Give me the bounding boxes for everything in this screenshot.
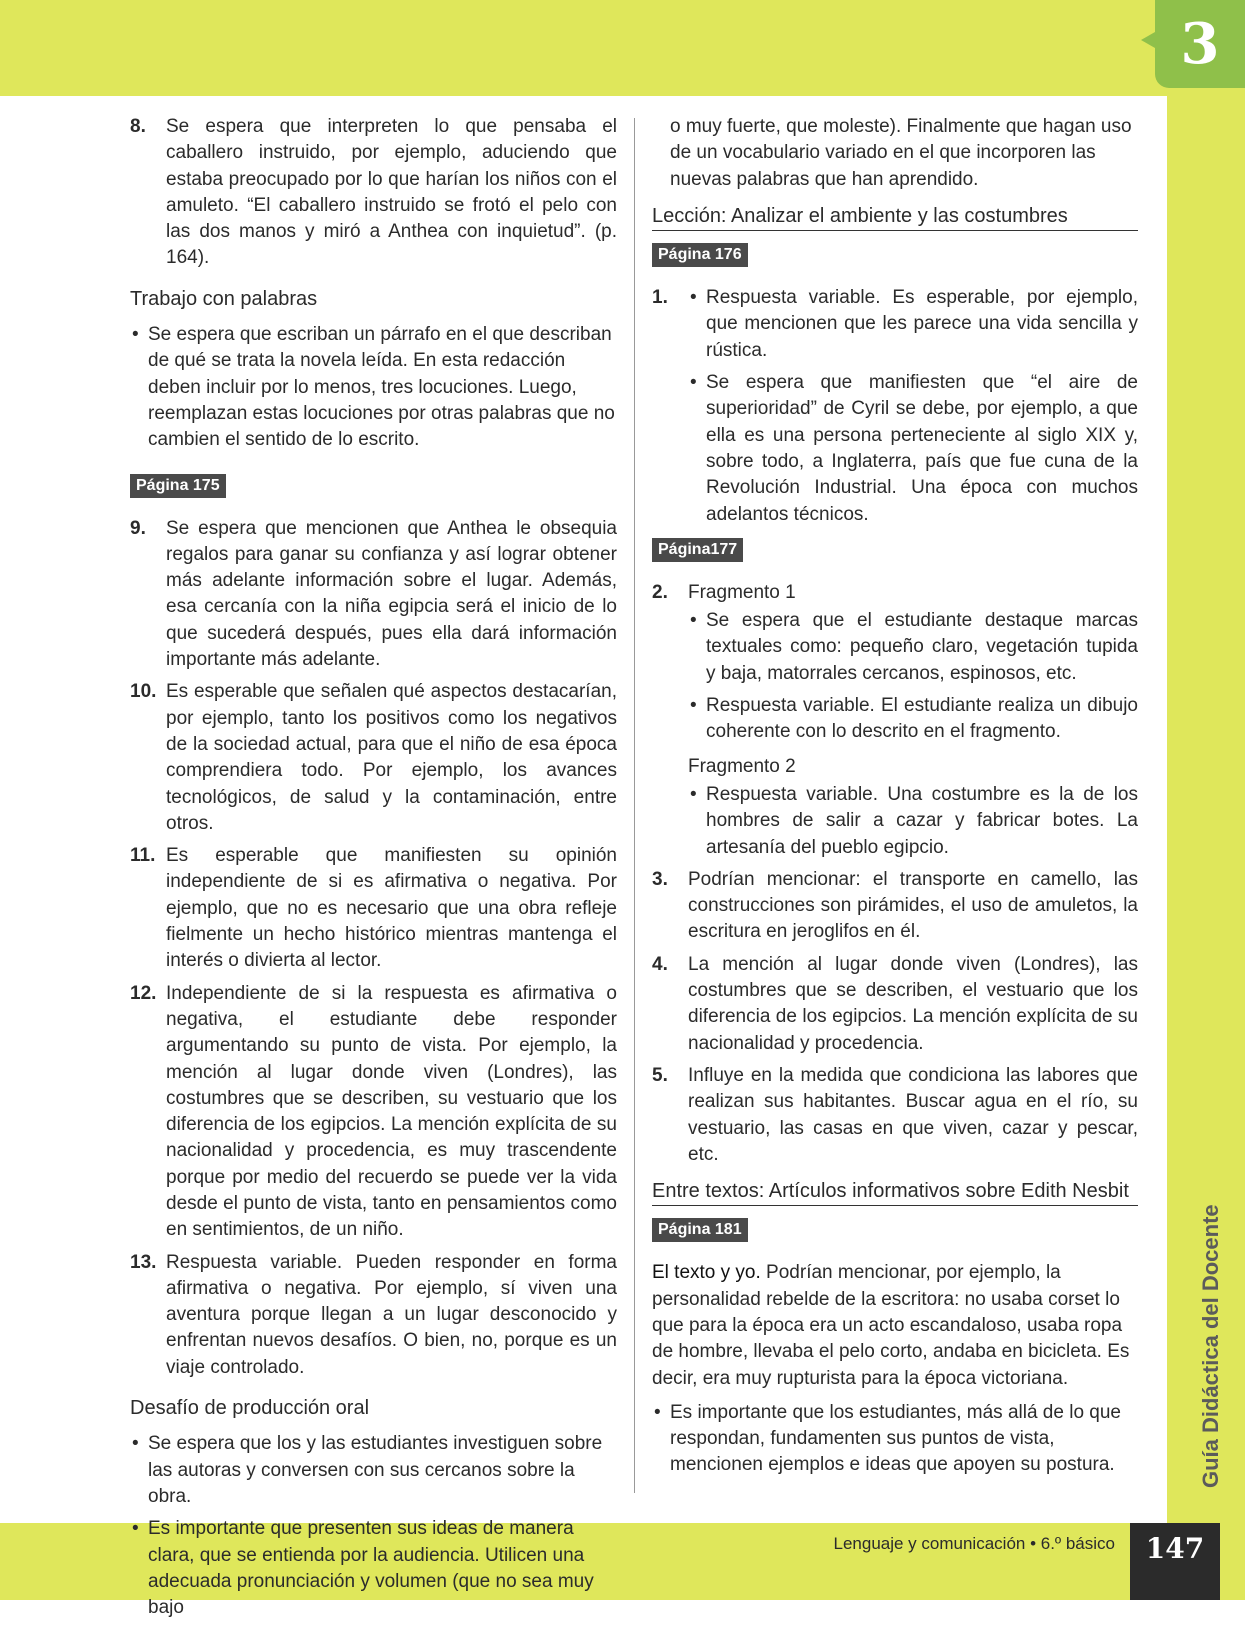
- page-badge-181: Página 181: [652, 1218, 748, 1242]
- fragment1-bullet-2: • Respuesta variable. El estudiante realiza un dibujo coherente con lo descrito en el fragmento.: [688, 693, 1138, 746]
- item-number: 3.: [652, 868, 668, 890]
- fragment-2-title: Fragmento 2: [688, 755, 796, 777]
- texto-y-yo-lead: El texto y yo.: [652, 1262, 761, 1284]
- item-number: 8.: [130, 116, 146, 137]
- item-text: La mención al lugar donde viven (Londres), las costumbres que se describen, el vestuario que los diferencia de los egipcios. La mención explícita de su nacionalidad y procedencia.: [688, 953, 1138, 1054]
- answer-item-12: [130, 981, 617, 1244]
- answer-item-10: [130, 679, 617, 837]
- top-band: [0, 0, 1245, 96]
- item-number: 11.: [130, 845, 156, 867]
- answer-item-5: [652, 1063, 1138, 1168]
- answer-item-11: [130, 843, 617, 974]
- answer-item-8: [130, 114, 617, 272]
- page-badge-176: Página 176: [652, 243, 748, 267]
- footer-subject: Lenguaje y comunicación • 6.º básico: [833, 1534, 1115, 1553]
- fragment-1-title: Fragmento 1: [688, 581, 796, 603]
- answer-item-9: [130, 516, 617, 674]
- answer-item-4: [652, 952, 1138, 1057]
- item-number: 2.: [652, 581, 668, 603]
- vertical-guide-title: Guía Didáctica del Docente: [1198, 1204, 1223, 1488]
- chapter-number: 3: [1180, 11, 1220, 77]
- answer-item-1: [652, 285, 1138, 528]
- item-number: 13.: [130, 1251, 157, 1273]
- lesson-heading-ambiente: Lección: Analizar el ambiente y las costumbres: [652, 203, 1138, 231]
- texto-y-yo-body: Podrían mencionar, por ejemplo, la personalidad rebelde de la escritora: no usaba corset lo que para la época era un acto escandaloso, usaba ropa de hombre, llevaba el pelo corto, andaba en bicicleta. Es decir, era muy rupturista para la época victoriana.: [652, 1262, 1130, 1389]
- lesson-heading-entre-textos: Entre textos: Artículos informativos sobre Edith Nesbit: [652, 1178, 1138, 1206]
- item-number: 9.: [130, 517, 146, 539]
- left-column: [130, 114, 617, 1627]
- item-text: Se espera que interpreten lo que pensaba el caballero instruido, por ejemplo, aduciendo que estaba preocupado por lo que harían los niños con el amuleto. “El caballero instruido se frotó el pelo con las dos manos y miró a Anthea con inquietud”. (p. 164).: [166, 116, 617, 269]
- section-heading-desafio: Desafío de producción oral: [130, 1397, 370, 1420]
- fragment2-bullet-1: • Respuesta variable. Una costumbre es la de los hombres de salir a cazar y fabricar botes. La artesanía del pueblo egipcio.: [688, 782, 1138, 861]
- column-divider: [634, 118, 635, 1493]
- item-number: 5.: [652, 1064, 668, 1086]
- item-text: Es esperable que señalen qué aspectos destacarían, por ejemplo, tanto los positivos como los negativos de la sociedad actual, para que el niño de esa época comprendiera todo. Por ejemplo, los avances tecnológicos, de salud y la contaminación, entre otros.: [166, 681, 617, 834]
- item-text: Independiente de si la respuesta es afirmativa o negativa, el estudiante debe responder argumentando su punto de vista. Por ejemplo, la mención al lugar donde viven (Londres), las costumbres que se describen, su vestuario que los diferencia de los egipcios. La mención explícita de su nacionalidad y procedencia, es muy trascendente porque por medio del recuerdo se puede ver la vida desde el punto de vista, tanto en pensamientos como en sentimientos, de un niño.: [166, 982, 617, 1241]
- item-text: Es esperable que manifiesten su opinión independiente de si es afirmativa o negativa. Por ejemplo, que no es necesario que una obra refleje fielmente un hecho histórico mientras mantenga el interés o divierta al lector.: [166, 845, 617, 972]
- page-badge-175: Página 175: [130, 474, 226, 498]
- chapter-tab: [1155, 0, 1245, 88]
- final-bullet: • Es importante que los estudiantes, más allá de lo que respondan, fundamenten sus puntos de vista, mencionen ejemplos e ideas que apoyen su postura.: [652, 1400, 1138, 1479]
- item-number: 12.: [130, 982, 157, 1004]
- answer-item-13: [130, 1250, 617, 1381]
- item-text: Respuesta variable. Pueden responder en forma afirmativa o negativa. Por ejemplo, sí viven una aventura porque llegan a un lugar desconocido y enfrentan nuevos desafíos. O bien, no, porque es un viaje controlado.: [166, 1251, 617, 1378]
- item-number: 10.: [130, 681, 157, 703]
- answer-item-2: [652, 580, 1138, 861]
- texto-y-yo-paragraph: [652, 1260, 1138, 1391]
- fragment1-bullet-1: • Se espera que el estudiante destaque marcas textuales como: pequeño claro, vegetación tupida y baja, matorrales cercanos, espinosos, etc.: [688, 608, 1138, 687]
- right-column: [652, 114, 1138, 1485]
- page-badge-177: Página177: [652, 538, 743, 562]
- continuation-text: o muy fuerte, que moleste). Finalmente que hagan uso de un vocabulario variado en el que incorporen las nuevas palabras que han aprendido.: [670, 116, 1132, 190]
- section-heading-trabajo: Trabajo con palabras: [130, 287, 318, 310]
- desafio-bullet-1: • Se espera que los y las estudiantes investiguen sobre las autoras y conversen con sus cercanos sobre la obra.: [130, 1431, 617, 1510]
- item-number: 4.: [652, 953, 668, 975]
- item1-bullet-1: • Respuesta variable. Es esperable, por ejemplo, que mencionen que les parece una vida sencilla y rústica.: [688, 285, 1138, 364]
- item-text: Podrían mencionar: el transporte en camello, las construcciones son pirámides, el uso de amuletos, la escritura en jeroglifos en él.: [688, 868, 1138, 943]
- item1-bullet-2: • Se espera que manifiesten que “el aire de superioridad” de Cyril se debe, por ejemplo, a que ella es una persona perteneciente al siglo XIX y, sobre todo, a Inglaterra, país que fue cuna de la Revolución Industrial. Una época con muchos adelantos técnicos.: [688, 370, 1138, 528]
- answer-item-3: [652, 867, 1138, 946]
- page-number: 147: [1130, 1523, 1220, 1600]
- item-text: Se espera que mencionen que Anthea le obsequia regalos para ganar su confianza y así lograr obtener más adelante información sobre el lugar. Además, esa cercanía con la niña egipcia será el inicio de lo que sucederá después, pues ella dará información importante más adelante.: [166, 517, 617, 671]
- desafio-bullet-2: • Es importante que presenten sus ideas de manera clara, que se entienda por la audiencia. Utilicen una adecuada pronunciación y volumen (que no sea muy bajo: [130, 1516, 617, 1621]
- trabajo-bullet: • Se espera que escriban un párrafo en el que describan de qué se trata la novela leída. En esta redacción deben incluir por lo menos, tres locuciones. Luego, reemplazan estas locuciones por otras palabras que no cambien el sentido de lo escrito.: [130, 322, 617, 453]
- item-text: Influye en la medida que condiciona las labores que realizan sus habitantes. Buscar agua en el río, su vestuario, las casas en que viven, cazar y pescar, etc.: [688, 1064, 1138, 1165]
- item-number: 1.: [652, 287, 668, 309]
